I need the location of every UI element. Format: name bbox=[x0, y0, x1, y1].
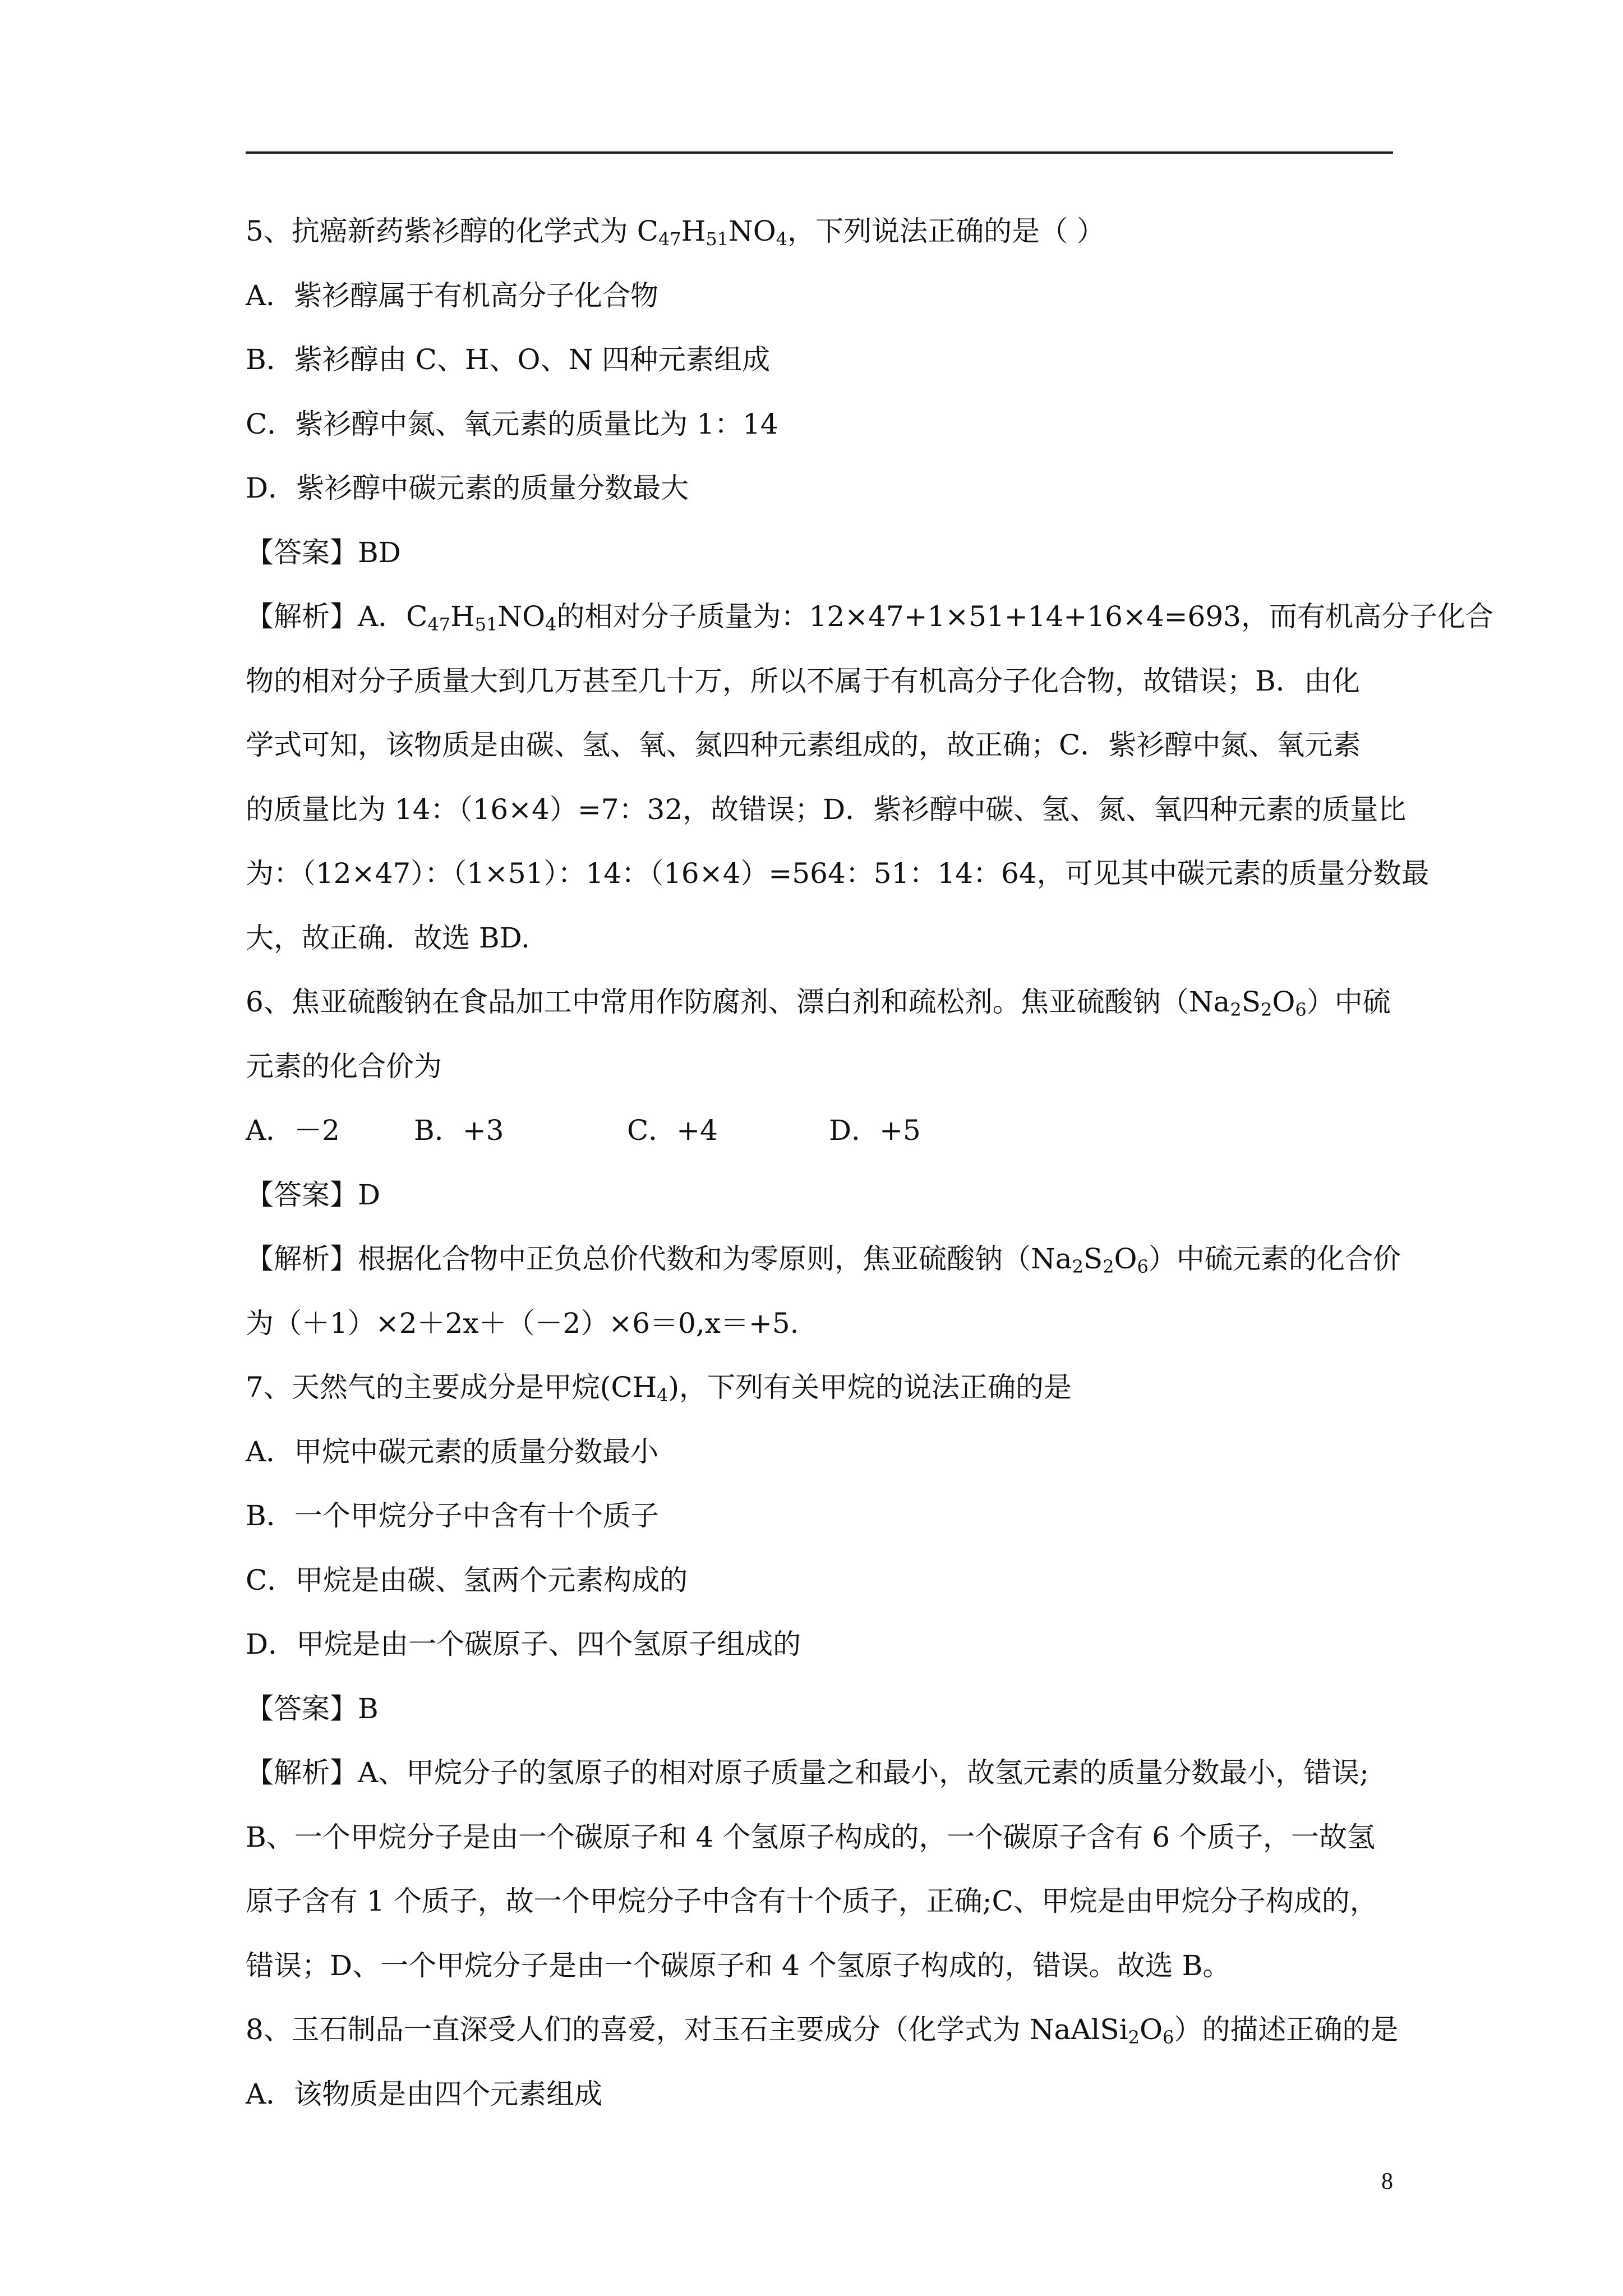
text-line bbox=[246, 1291, 1393, 1356]
text-run: 的相对分子质量为：12×47+1×51+14+16×4=693，而有机高分子化合 bbox=[556, 600, 1493, 633]
text-run: H bbox=[681, 215, 706, 247]
text-run: 学式可知，该物质是由碳、氢、氧、氮四种元素组成的，故正确；C．紫衫醇中氮、氧元素 bbox=[246, 729, 1361, 761]
subscript: 51 bbox=[706, 228, 729, 250]
text-line bbox=[246, 1355, 1393, 1420]
subscript: 2 bbox=[1230, 999, 1242, 1020]
text-run: 为（＋1）×2＋2x＋（－2）×6＝0,x＝+5. bbox=[246, 1306, 799, 1340]
answer-option: B．+3 bbox=[414, 1114, 504, 1147]
text-line bbox=[246, 264, 1393, 328]
text-line bbox=[246, 713, 1393, 777]
text-line bbox=[246, 199, 1393, 264]
text-run: )，下列有关甲烷的说法正确的是 bbox=[668, 1371, 1072, 1404]
text-run: A．紫衫醇属于有机高分子化合物 bbox=[246, 279, 659, 312]
text-run: 【解析】根据化合物中正负总价代数和为零原则，焦亚硫酸钠（Na bbox=[246, 1243, 1072, 1275]
text-line bbox=[246, 585, 1493, 649]
text-run: B．紫衫醇由 C、H、O、N 四种元素组成 bbox=[246, 343, 771, 376]
subscript: 2 bbox=[1103, 1256, 1114, 1277]
text-run: B、一个甲烷分子是由一个碳原子和 4 个氢原子构成的，一个碳原子含有 6 个质子，一故氢 bbox=[246, 1820, 1375, 1853]
text-run: 原子含有 1 个质子，故一个甲烷分子中含有十个质子，正确;C、甲烷是由甲烷分子构成的， bbox=[246, 1885, 1378, 1917]
text-run: S bbox=[1083, 1243, 1103, 1275]
text-run: 为：（12×47）：（1×51）：14：（16×4）=564：51：14：64，可见其中碳元素的质量分数最 bbox=[246, 857, 1430, 890]
text-line bbox=[246, 1741, 1393, 1805]
text-line bbox=[246, 1420, 1393, 1484]
page-number: 8 bbox=[1381, 2169, 1393, 2194]
text-run: C．紫衫醇中氮、氧元素的质量比为 1：14 bbox=[246, 407, 778, 440]
text-run: 6、焦亚硫酸钠在食品加工中常用作防腐剂、漂白剂和疏松剂。焦亚硫酸钠（Na bbox=[246, 986, 1230, 1018]
text-run: 【答案】BD bbox=[246, 536, 401, 569]
text-run: A．甲烷中碳元素的质量分数最小 bbox=[246, 1435, 659, 1468]
text-run: D．紫衫醇中碳元素的质量分数最大 bbox=[246, 472, 689, 504]
text-run: 【答案】D bbox=[246, 1178, 381, 1211]
subscript: 6 bbox=[1137, 1256, 1149, 1277]
answer-option: C．+4 bbox=[627, 1114, 718, 1147]
text-line bbox=[246, 1869, 1393, 1934]
text-line bbox=[246, 1548, 1393, 1613]
subscript: 4 bbox=[657, 1384, 668, 1406]
text-run: NO bbox=[728, 215, 776, 247]
header-rule bbox=[246, 151, 1393, 154]
subscript: 2 bbox=[1128, 2027, 1140, 2048]
text-run: A．该物质是由四个元素组成 bbox=[246, 2077, 603, 2110]
text-run: B．一个甲烷分子中含有十个质子 bbox=[246, 1499, 659, 1532]
text-line bbox=[246, 1098, 1393, 1163]
text-line bbox=[246, 777, 1407, 842]
text-line bbox=[246, 1934, 1393, 1998]
text-run: 【解析】A、甲烷分子的氢原子的相对原子质量之和最小，故氢元素的质量分数最小，错误; bbox=[246, 1756, 1369, 1789]
text-line bbox=[246, 1677, 1393, 1741]
subscript: 51 bbox=[474, 614, 498, 635]
text-line bbox=[246, 841, 1430, 906]
subscript: 2 bbox=[1072, 1256, 1083, 1277]
text-run: 【答案】B bbox=[246, 1692, 379, 1725]
text-run: O bbox=[1272, 986, 1295, 1018]
text-line bbox=[246, 392, 1393, 457]
answer-option: A．－2 bbox=[246, 1114, 340, 1147]
text-run: O bbox=[1114, 1243, 1137, 1275]
text-line bbox=[246, 1034, 1393, 1099]
text-run: 7、天然气的主要成分是甲烷(CH bbox=[246, 1371, 657, 1404]
text-line bbox=[246, 1612, 1393, 1677]
text-line bbox=[246, 906, 1393, 970]
subscript: 4 bbox=[776, 228, 788, 250]
text-run: S bbox=[1241, 986, 1261, 1018]
text-run: 错误；D、一个甲烷分子是由一个碳原子和 4 个氢原子构成的，错误。故选 B。 bbox=[246, 1949, 1231, 1982]
subscript: 6 bbox=[1295, 999, 1307, 1020]
text-run: 的质量比为 14：（16×4）=7：32，故错误；D．紫衫醇中碳、氢、氮、氧四种元素的质量比 bbox=[246, 793, 1407, 826]
text-run: ）的描述正确的是 bbox=[1174, 2013, 1399, 2046]
text-run: H bbox=[450, 600, 475, 633]
subscript: 47 bbox=[427, 614, 451, 635]
text-line bbox=[246, 1998, 1399, 2062]
text-run: ）中硫 bbox=[1306, 986, 1391, 1018]
text-line bbox=[246, 521, 1393, 585]
text-line bbox=[246, 649, 1393, 714]
text-run: 5、抗癌新药紫衫醇的化学式为 C bbox=[246, 215, 658, 247]
text-run: 8、玉石制品一直深受人们的喜爱，对玉石主要成分（化学式为 NaAlSi bbox=[246, 2013, 1128, 2046]
text-run: 【解析】A．C bbox=[246, 600, 428, 633]
document-body bbox=[246, 199, 1493, 2126]
text-line bbox=[246, 1805, 1393, 1870]
text-run: ）中硫元素的化合价 bbox=[1148, 1243, 1401, 1275]
text-line bbox=[246, 2062, 1393, 2127]
text-line bbox=[246, 1163, 1393, 1227]
text-run: C．甲烷是由碳、氢两个元素构成的 bbox=[246, 1563, 688, 1596]
text-run: D．甲烷是由一个碳原子、四个氢原子组成的 bbox=[246, 1628, 801, 1660]
text-run: 物的相对分子质量大到几万甚至几十万，所以不属于有机高分子化合物，故错误；B．由化 bbox=[246, 664, 1360, 697]
subscript: 6 bbox=[1162, 2027, 1174, 2048]
subscript: 4 bbox=[545, 614, 557, 635]
text-line bbox=[246, 1484, 1393, 1548]
subscript: 47 bbox=[658, 228, 681, 250]
subscript: 2 bbox=[1261, 999, 1272, 1020]
text-line bbox=[246, 1227, 1401, 1291]
text-run: 元素的化合价为 bbox=[246, 1050, 442, 1083]
text-run: ，下列说法正确的是（ ） bbox=[787, 215, 1105, 247]
text-line bbox=[246, 328, 1393, 392]
text-run: 大，故正确．故选 BD. bbox=[246, 921, 530, 954]
text-line bbox=[246, 970, 1393, 1034]
text-line bbox=[246, 456, 1393, 521]
text-run: NO bbox=[497, 600, 546, 633]
text-run: D．+5 bbox=[829, 1114, 921, 1147]
text-run: O bbox=[1139, 2013, 1163, 2046]
